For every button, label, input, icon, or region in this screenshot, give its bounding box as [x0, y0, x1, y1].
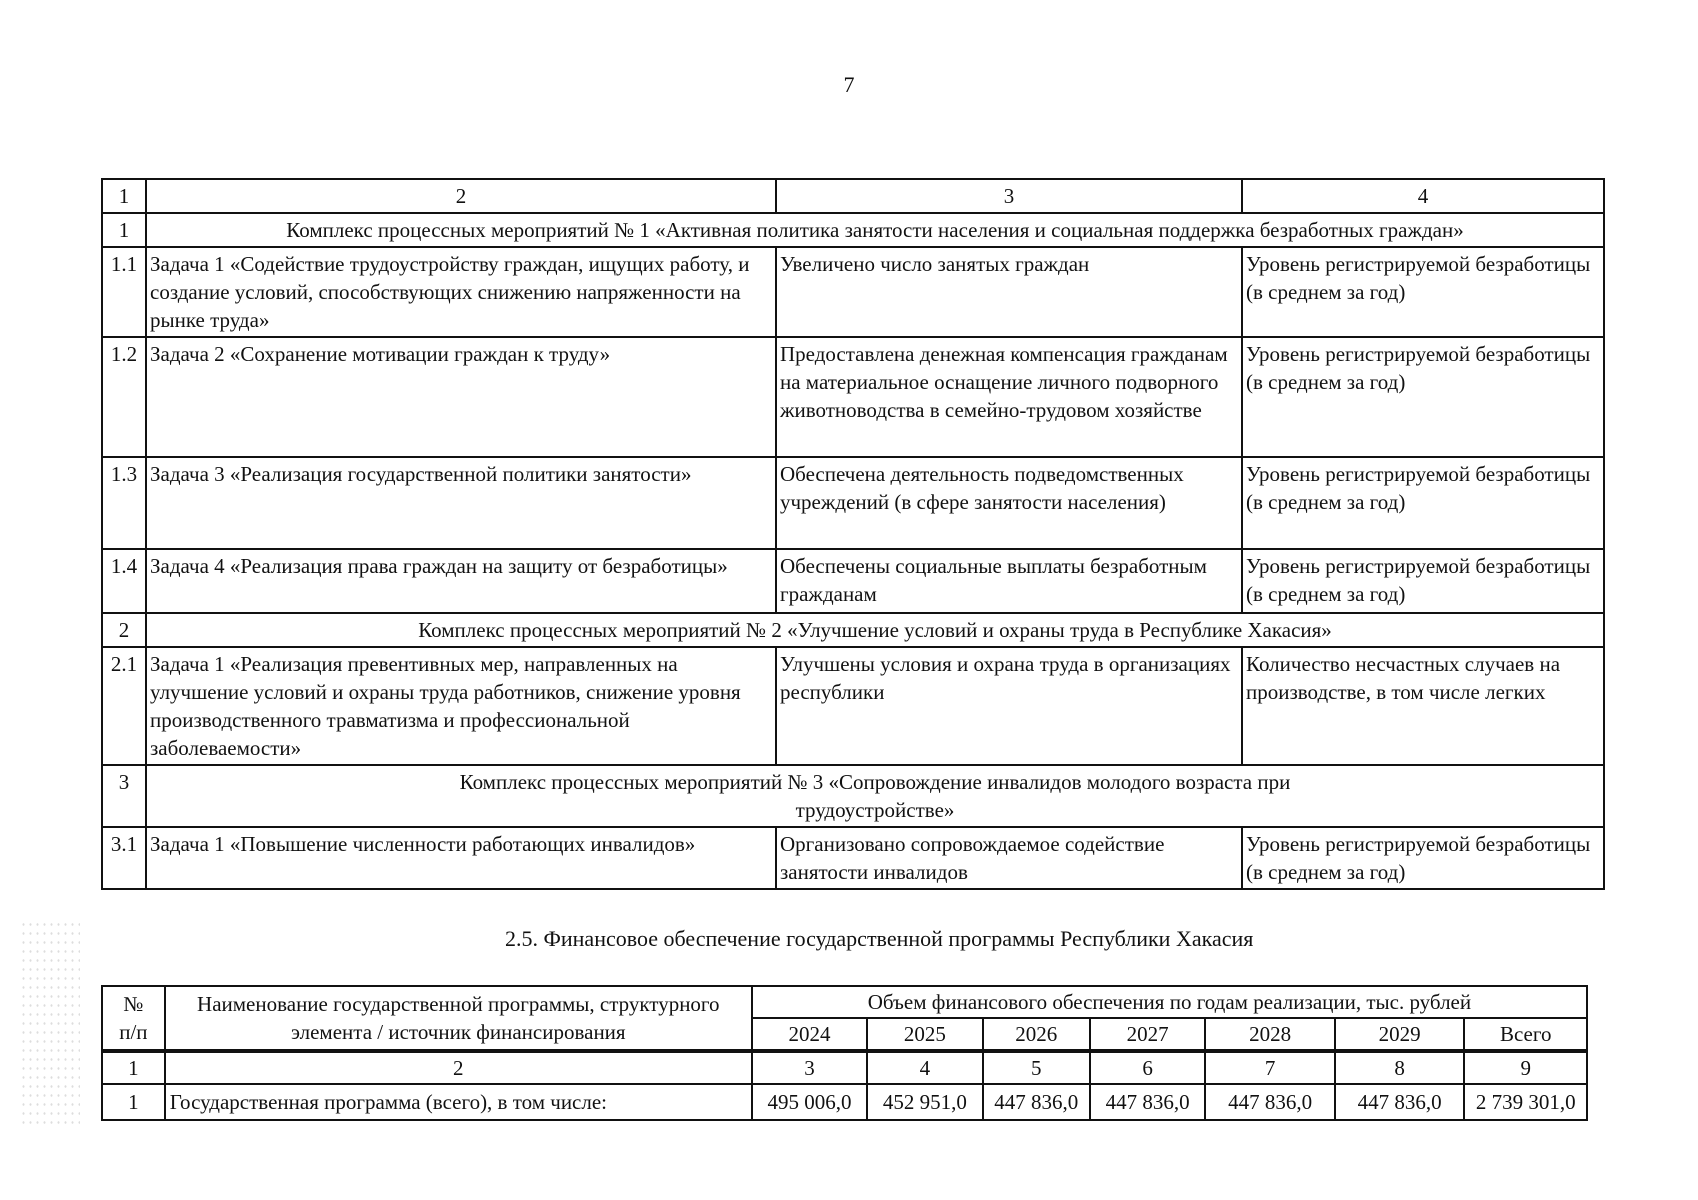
index-cell: 3	[752, 1051, 867, 1084]
program-name: Государственная программа (всего), в том числе:	[165, 1084, 752, 1120]
table-row	[102, 647, 1604, 765]
index-cell: 5	[983, 1051, 1090, 1084]
index-cell: 1	[102, 1051, 165, 1084]
index-cell: 8	[1335, 1051, 1465, 1084]
section-row	[102, 213, 1604, 247]
task-cell: Задача 1 «Содействие трудоустройству граждан, ищущих работу, и создание условий, способствующих снижению напряженности на рынке труда»	[146, 247, 776, 337]
value-cell-total: 2 739 301,0	[1464, 1084, 1587, 1120]
table-header-row	[102, 179, 1604, 213]
row-number: 2.1	[102, 647, 146, 765]
header-cell: 2	[146, 179, 776, 213]
table-row	[102, 549, 1604, 613]
section-number: 2	[102, 613, 146, 647]
year-header-total: Всего	[1464, 1018, 1587, 1051]
value-cell: 447 836,0	[1205, 1084, 1335, 1120]
year-header: 2025	[867, 1018, 982, 1051]
value-cell: 452 951,0	[867, 1084, 982, 1120]
year-header: 2027	[1090, 1018, 1205, 1051]
result-cell: Увеличено число занятых граждан	[776, 247, 1242, 337]
value-cell: 447 836,0	[1335, 1084, 1465, 1120]
header-cell: 4	[1242, 179, 1604, 213]
indicator-cell: Уровень регистрируемой безработицы (в среднем за год)	[1242, 549, 1604, 613]
header-cell: 3	[776, 179, 1242, 213]
year-header: 2026	[983, 1018, 1090, 1051]
task-cell: Задача 2 «Сохранение мотивации граждан к труду»	[146, 337, 776, 457]
section-title	[146, 765, 1604, 827]
scan-artifact	[20, 920, 80, 1130]
table-row	[102, 457, 1604, 549]
indicator-cell: Уровень регистрируемой безработицы (в среднем за год)	[1242, 337, 1604, 457]
result-cell: Улучшены условия и охрана труда в организациях республики	[776, 647, 1242, 765]
section-number: 3	[102, 765, 146, 827]
table-row	[102, 247, 1604, 337]
section-title-text: Комплекс процессных мероприятий № 3 «Сопровождение инвалидов молодого возраста при трудоустройстве»	[459, 770, 1291, 822]
index-cell: 7	[1205, 1051, 1335, 1084]
section-title: Комплекс процессных мероприятий № 1 «Активная политика занятости населения и социальная поддержка безработных граждан»	[146, 213, 1604, 247]
row-number: 1.1	[102, 247, 146, 337]
tasks-table	[101, 178, 1605, 890]
index-cell: 9	[1464, 1051, 1587, 1084]
value-cell: 447 836,0	[983, 1084, 1090, 1120]
section-row	[102, 765, 1604, 827]
year-header: 2028	[1205, 1018, 1335, 1051]
row-number: 3.1	[102, 827, 146, 889]
indicator-cell: Уровень регистрируемой безработицы (в среднем за год)	[1242, 827, 1604, 889]
table-row	[102, 337, 1604, 457]
row-number: 1.2	[102, 337, 146, 457]
page-number: 7	[843, 72, 855, 97]
result-cell: Организовано сопровождаемое содействие занятости инвалидов	[776, 827, 1242, 889]
value-cell: 447 836,0	[1090, 1084, 1205, 1120]
year-header: 2024	[752, 1018, 867, 1051]
result-cell: Обеспечены социальные выплаты безработным гражданам	[776, 549, 1242, 613]
result-cell: Предоставлена денежная компенсация гражданам на материальное оснащение личного подворного животноводства в семейно-трудовом хозяйстве	[776, 337, 1242, 457]
index-cell: 2	[165, 1051, 752, 1084]
index-cell: 4	[867, 1051, 982, 1084]
table-row	[102, 827, 1604, 889]
header-cell: 1	[102, 179, 146, 213]
task-cell: Задача 1 «Реализация превентивных мер, направленных на улучшение условий и охраны труда работников, снижение уровня производственного травматизма и профессиональной заболеваемости»	[146, 647, 776, 765]
section-row	[102, 613, 1604, 647]
index-cell: 6	[1090, 1051, 1205, 1084]
result-cell: Обеспечена деятельность подведомственных учреждений (в сфере занятости населения)	[776, 457, 1242, 549]
indicator-cell: Количество несчастных случаев на производстве, в том числе легких	[1242, 647, 1604, 765]
task-cell: Задача 1 «Повышение численности работающих инвалидов»	[146, 827, 776, 889]
header-volume: Объем финансового обеспечения по годам реализации, тыс. рублей	[752, 986, 1587, 1018]
header-name: Наименование государственной программы, структурного элемента / источник финансирования	[165, 986, 752, 1051]
index-row	[102, 1051, 1587, 1084]
section-number: 1	[102, 213, 146, 247]
indicator-cell: Уровень регистрируемой безработицы (в среднем за год)	[1242, 247, 1604, 337]
task-cell: Задача 4 «Реализация права граждан на защиту от безработицы»	[146, 549, 776, 613]
header-num: № п/п	[102, 986, 165, 1051]
row-number: 1	[102, 1084, 165, 1120]
section-heading: 2.5. Финансовое обеспечение государственной программы Республики Хакасия	[505, 926, 1254, 951]
task-cell: Задача 3 «Реализация государственной политики занятости»	[146, 457, 776, 549]
header-row	[102, 986, 1587, 1018]
table-row	[102, 1084, 1587, 1120]
section-title: Комплекс процессных мероприятий № 2 «Улучшение условий и охраны труда в Республике Хакасия»	[146, 613, 1604, 647]
year-header: 2029	[1335, 1018, 1465, 1051]
row-number: 1.3	[102, 457, 146, 549]
value-cell: 495 006,0	[752, 1084, 867, 1120]
financing-table	[101, 985, 1588, 1121]
row-number: 1.4	[102, 549, 146, 613]
indicator-cell: Уровень регистрируемой безработицы (в среднем за год)	[1242, 457, 1604, 549]
